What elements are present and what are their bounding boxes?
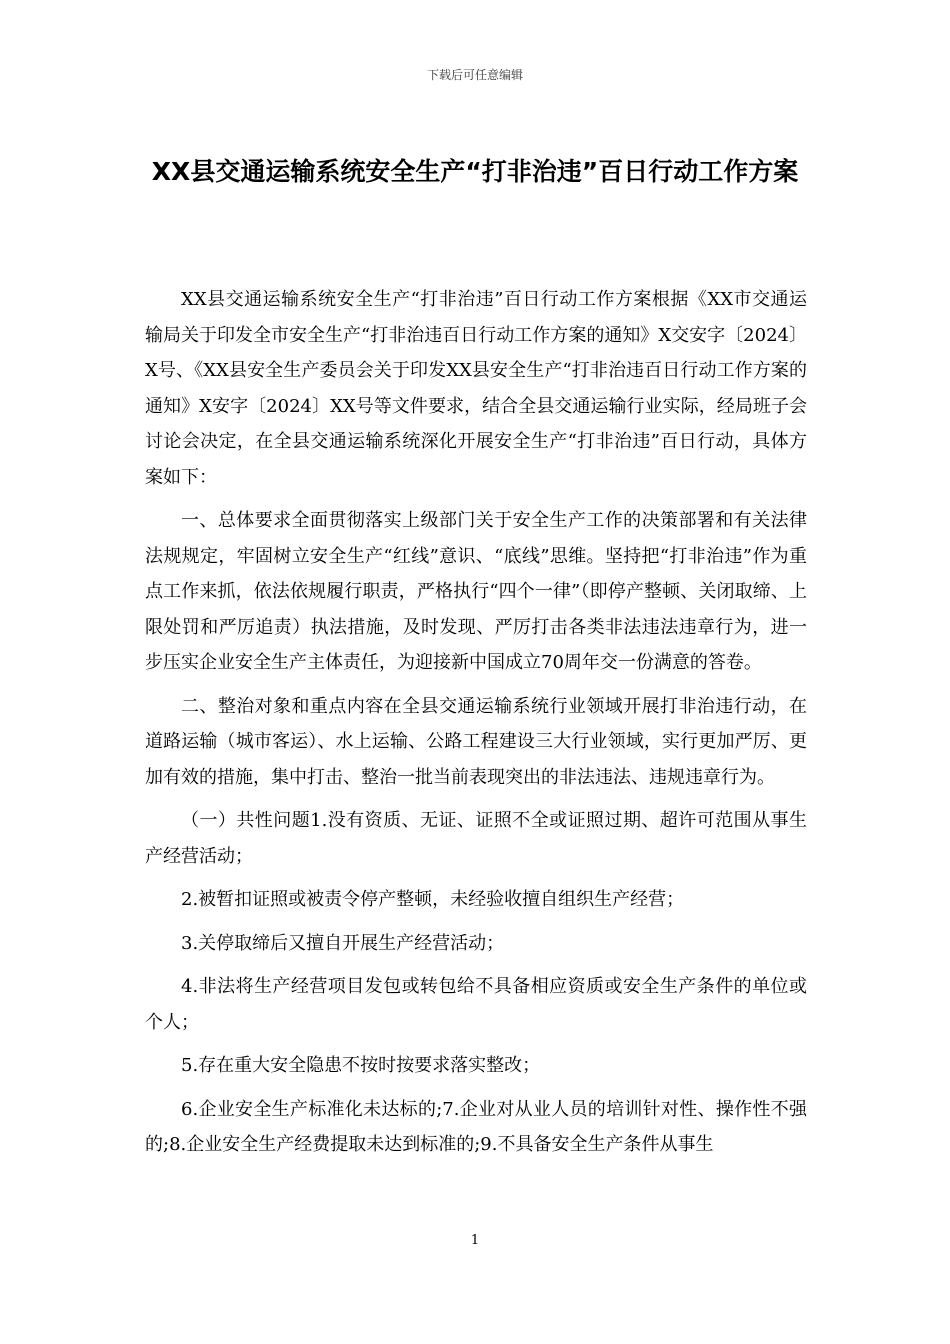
paragraph-common-issues-4: 4.非法将生产经营项目发包或转包给不具备相应资质或安全生产条件的单位或个人； <box>145 976 807 1033</box>
paragraph-targets-and-key-content: 二、整治对象和重点内容在全县交通运输系统行业领域开展打非治违行动，在道路运输（城市客运）、水上运输、公路工程建设三大行业领域，实行更加严厉、更加有效的措施，集中打击、整治一批当前表现突出的非法违法、违规违章行为。 <box>145 695 807 788</box>
paragraph-intro: XX县交通运输系统安全生产“打非治违”百日行动工作方案根据《XX市交通运输局关于印发全市安全生产“打非治违百日行动工作方案的通知》X交安字〔2024〕X号、《XX县安全生产委员会关于印发XX县安全生产“打非治违百日行动工作方案的通知》X安字〔2024〕XX号等文件要求，结合全县交通运输行业实际，经局班子会讨论会决定，在全县交通运输系统深化开展安全生产“打非治违”百日行动，具体方案如下： <box>145 289 807 488</box>
paragraph-common-issues-6-9: 6.企业安全生产标准化未达标的;7.企业对从业人员的培训针对性、操作性不强的;8.企业安全生产经费提取未达到标准的;9.不具备安全生产条件从事生 <box>145 1098 807 1155</box>
paragraph-common-issues-1: （一）共性问题1.没有资质、无证、证照不全或证照过期、超许可范围从事生产经营活动； <box>145 810 807 867</box>
paragraph-general-requirements: 一、总体要求全面贯彻落实上级部门关于安全生产工作的决策部署和有关法律法规规定，牢固树立安全生产“红线”意识、“底线”思维。坚持把“打非治违”作为重点工作来抓，依法依规履行职责，严格执行“四个一律”（即停产整顿、关闭取缔、上限处罚和严厉追责）执法措施，及时发现、严厉打击各类非法违法违章行为，进一步压实企业安全生产主体责任，为迎接新中国成立70周年交一份满意的答卷。 <box>145 510 807 673</box>
document-body <box>145 282 807 1163</box>
paragraph-common-issues-3: 3.关停取缔后又擅自开展生产经营活动； <box>181 932 505 954</box>
page-header-note: 下载后可任意编辑 <box>426 68 523 82</box>
page-number: 1 <box>470 1233 480 1248</box>
paragraph-common-issues-2: 2.被暂扣证照或被责令停产整顿，未经验收擅自组织生产经营； <box>181 889 685 910</box>
document-title: XX县交通运输系统安全生产“打非治违”百日行动工作方案 <box>151 157 799 186</box>
paragraph-common-issues-5: 5.存在重大安全隐患不按时按要求落实整改； <box>181 1055 541 1076</box>
